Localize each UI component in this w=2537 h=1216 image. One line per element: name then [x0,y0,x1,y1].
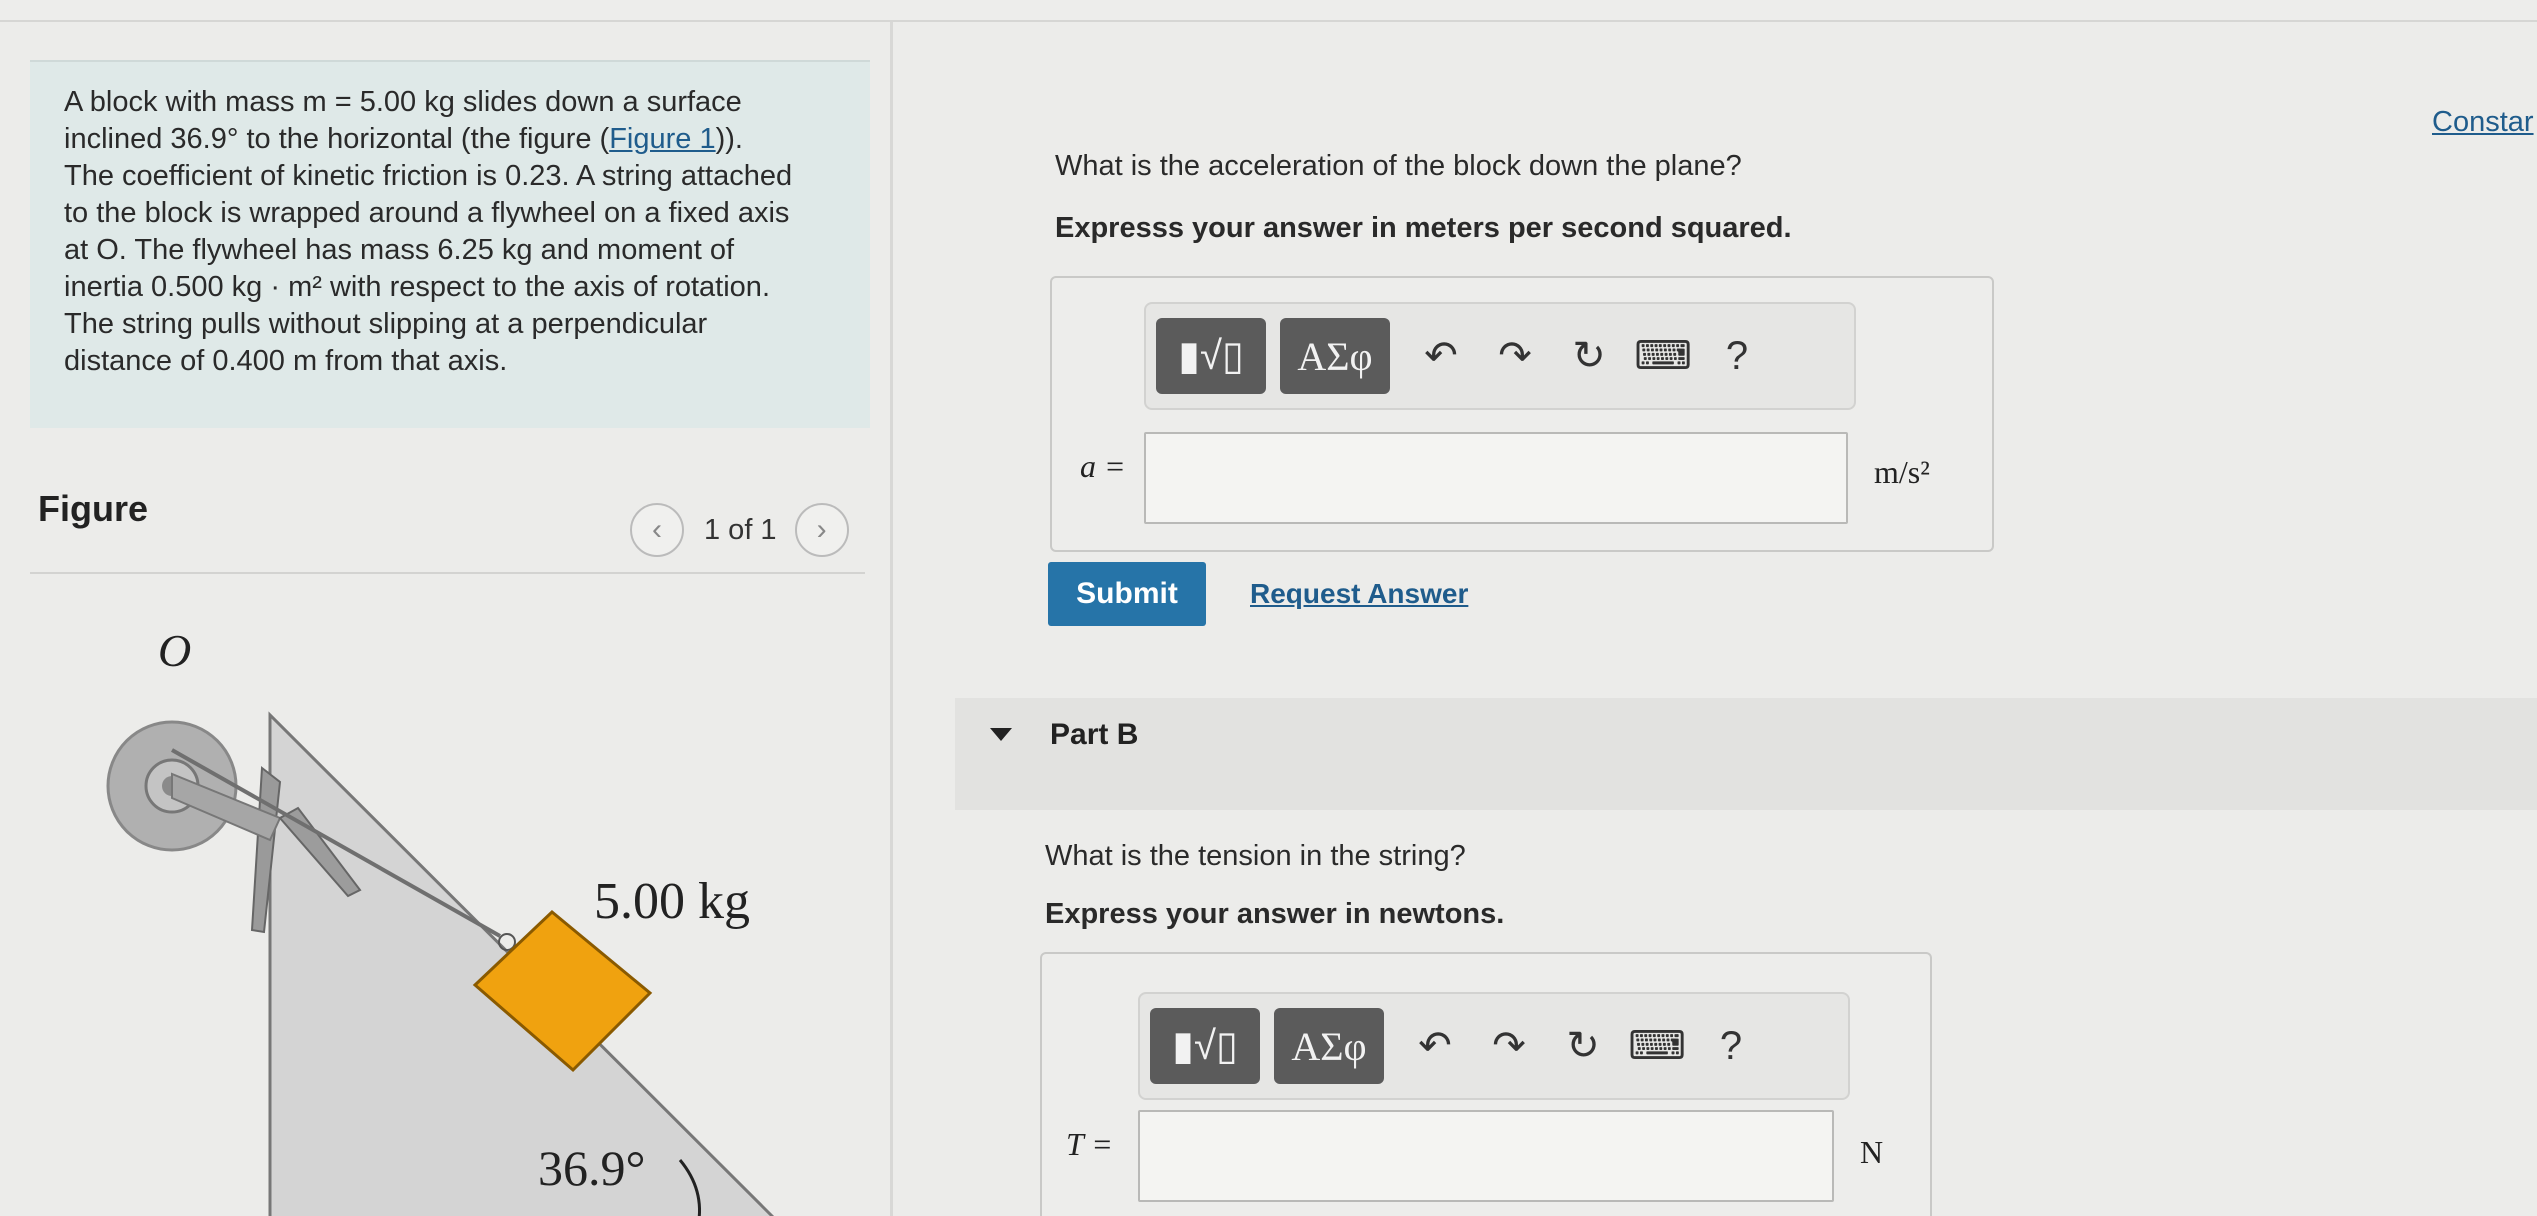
figure-pager [630,500,849,560]
greek-symbols-icon: ΑΣφ [1291,1023,1367,1069]
reset-button[interactable] [1552,318,1626,394]
problem-line-7: The string pulls without slipping at a perpendicular [64,308,708,340]
part-b-label: Part B [1050,718,1139,751]
problem-line-4: to the block is wrapped around a flywheel on a fixed axis [64,197,790,229]
part-a-math-toolbar [1144,302,1856,410]
greek-symbols-button[interactable] [1274,1008,1384,1084]
greek-symbols-button[interactable] [1280,318,1390,394]
help-icon: ? [1719,1023,1743,1068]
fig-mass-label: 5.00 kg [594,873,750,930]
problem-line-8: distance of 0.400 m from that axis. [64,345,508,377]
part-b-answer-box [1040,952,1932,1216]
part-b-answer-input[interactable] [1138,1110,1834,1202]
fraction-root-button[interactable] [1156,318,1266,394]
part-b-unit: N [1860,1134,1884,1170]
part-a-question: What is the acceleration of the block down the plane? [1055,150,1742,182]
part-b-instruction: Express your answer in newtons. [1045,898,1505,930]
figure-prev-button[interactable] [630,503,684,557]
constants-link[interactable]: Constar [2432,106,2534,138]
help-button[interactable] [1694,1008,1768,1084]
keyboard-icon: ⌨ [1634,334,1692,378]
undo-button[interactable] [1404,318,1478,394]
undo-icon: ↶ [1424,334,1458,378]
problem-line-1: A block with mass m = 5.00 kg slides down a surface [64,86,742,118]
reset-icon: ↻ [1572,334,1606,378]
fraction-root-button[interactable] [1150,1008,1260,1084]
fraction-root-icon: ▮√▯ [1172,1024,1238,1068]
top-bar [0,0,2537,22]
request-answer-link[interactable]: Request Answer [1250,578,1469,609]
problem-line-3: The coefficient of kinetic friction is 0.23. A string attached [64,160,793,192]
pane-splitter[interactable] [890,22,893,1216]
problem-statement [30,60,870,428]
part-a-answer-box [1050,276,1994,552]
undo-icon: ↶ [1418,1024,1452,1068]
part-b-question: What is the tension in the string? [1045,840,1466,872]
reset-button[interactable] [1546,1008,1620,1084]
reset-icon: ↻ [1566,1024,1600,1068]
part-b-header[interactable] [955,698,2537,810]
figure-count: 1 of 1 [704,513,777,546]
problem-line-2: inclined 36.9° to the horizontal (the figure (Figure 1)). [64,123,743,155]
redo-button[interactable] [1472,1008,1546,1084]
chevron-left-icon: ‹ [652,513,662,546]
fraction-root-icon: ▮√▯ [1178,334,1244,378]
part-a-unit: m/s² [1874,454,1930,490]
help-icon: ? [1725,333,1749,378]
fig-label-o: O [158,625,192,676]
redo-button[interactable] [1478,318,1552,394]
collapse-triangle-icon[interactable] [990,728,1012,741]
figure-next-button[interactable] [795,503,849,557]
redo-icon: ↷ [1492,1024,1526,1068]
part-a-instruction: Expresss your answer in meters per second squared. [1055,212,1792,244]
problem-line-6: inertia 0.500 kg · m² with respect to the axis of rotation. [64,271,770,303]
chevron-right-icon: › [816,513,827,546]
undo-button[interactable] [1398,1008,1472,1084]
part-a-variable: a = [1080,448,1126,484]
keyboard-button[interactable] [1626,318,1700,394]
part-b-math-toolbar [1138,992,1850,1100]
figure-divider [30,572,865,574]
part-a-answer-input[interactable] [1144,432,1848,524]
left-column [30,60,900,1216]
figure-diagram [30,600,890,1216]
figure-title: Figure [38,488,149,529]
greek-symbols-icon: ΑΣφ [1297,333,1373,379]
help-button[interactable] [1700,318,1774,394]
fig-angle-label: 36.9° [538,1140,646,1196]
keyboard-button[interactable] [1620,1008,1694,1084]
figure-1-link[interactable]: Figure 1 [609,123,716,155]
redo-icon: ↷ [1498,334,1532,378]
submit-button[interactable]: Submit [1048,562,1206,626]
problem-line-5: at O. The flywheel has mass 6.25 kg and moment of [64,234,735,266]
keyboard-icon: ⌨ [1628,1024,1686,1068]
part-b-variable: T = [1066,1126,1113,1162]
